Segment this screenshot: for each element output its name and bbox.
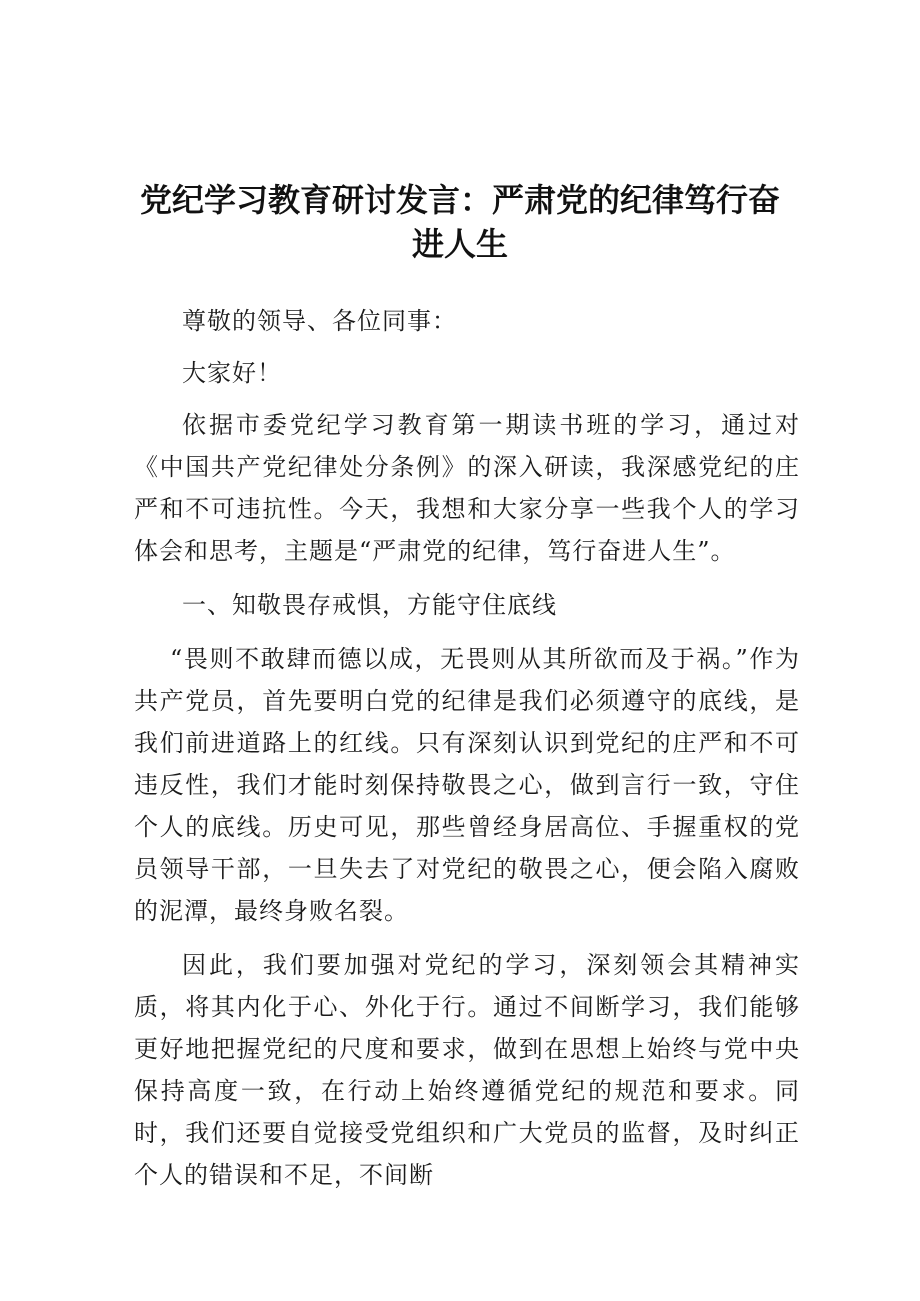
salutation: 尊敬的领导、各位同事： xyxy=(182,307,457,335)
title-line-1: 党纪学习教育研讨发言：严肃党的纪律笃行奋 xyxy=(139,181,780,219)
paragraph-intro: 依据市委党纪学习教育第一期读书班的学习，通过对《中国共产党纪律处分条例》的深入研读，我深感党纪的庄严和不可违抗性。今天，我想和大家分享一些我个人的学习体会和思考，主题是“严肃党的纪律，笃行奋进人生”。 xyxy=(134,411,800,565)
title-line-2: 进人生 xyxy=(411,225,508,263)
document-body xyxy=(134,300,800,1196)
greeting: 大家好！ xyxy=(182,359,282,387)
paragraph-therefore: 因此，我们要加强对党纪的学习，深刻领会其精神实质，将其内化于心、外化于行。通过不间断学习，我们能够更好地把握党纪的尺度和要求，做到在思想上始终与党中央保持高度一致，在行动上始终遵循党纪的规范和要求。同时，我们还要自觉接受党组织和广大党员的监督，及时纠正个人的错误和不足，不间断 xyxy=(134,951,800,1189)
section-heading-1: 一、知敬畏存戒惧，方能守住底线 xyxy=(182,591,557,619)
document-title xyxy=(120,178,800,266)
paragraph-quote: “畏则不敢肆而德以成，无畏则从其所欲而及于祸。”作为共产党员，首先要明白党的纪律是我们必须遵守的底线，是我们前进道路上的红线。只有深刻认识到党纪的庄严和不可违反性，我们才能时刻保持敬畏之心，做到言行一致，守住个人的底线。历史可见，那些曾经身居高位、手握重权的党员领导干部，一旦失去了对党纪的敬畏之心，便会陷入腐败的泥潭，最终身败名裂。 xyxy=(134,645,800,925)
